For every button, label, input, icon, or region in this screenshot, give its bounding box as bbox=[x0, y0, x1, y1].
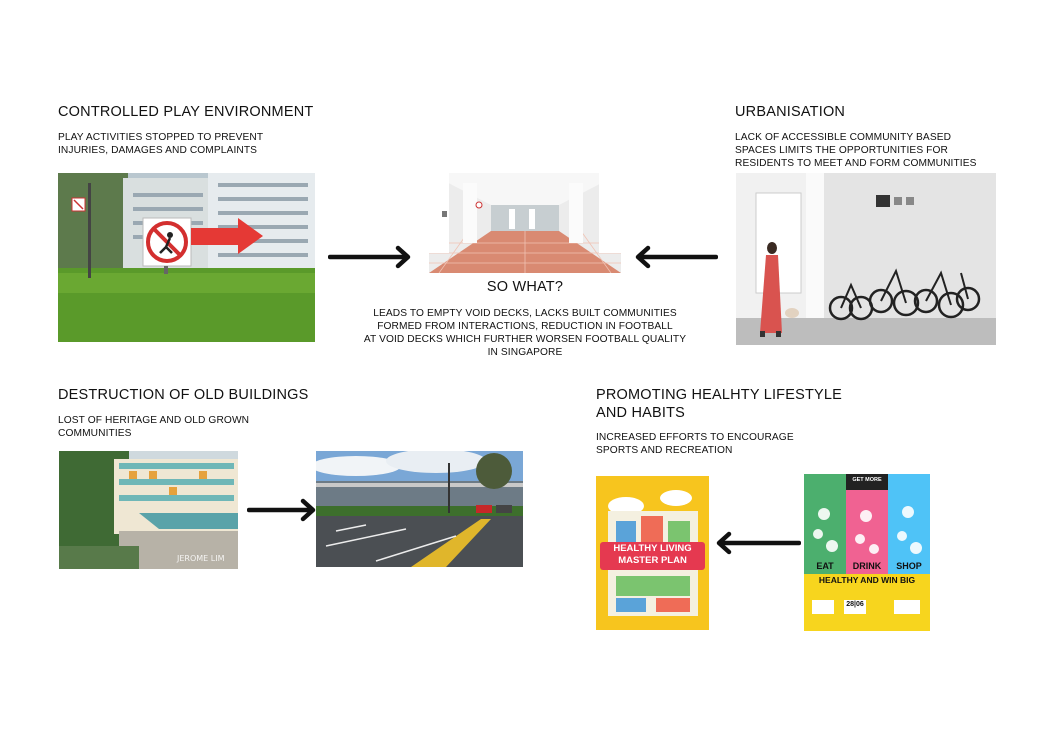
heading-urbanisation: URBANISATION bbox=[735, 104, 846, 120]
desc-controlled-play: PLAY ACTIVITIES STOPPED TO PREVENT INJURIES, DAMAGES AND COMPLAINTS bbox=[58, 132, 264, 156]
photo-old-building bbox=[59, 451, 238, 569]
poster-win: HEALTHY AND WIN BIG bbox=[818, 575, 916, 585]
heading-controlled-play: CONTROLLED PLAY ENVIRONMENT bbox=[58, 104, 314, 120]
heading-so-what: SO WHAT? bbox=[486, 279, 564, 295]
arrow-left-icon bbox=[713, 530, 801, 556]
poster-date-1: 28 bbox=[846, 601, 855, 608]
photo-no-football-sign bbox=[58, 173, 315, 342]
poster-healthy-living bbox=[596, 476, 709, 630]
arrow-left-icon bbox=[632, 244, 718, 270]
desc-destruction: LOST OF HERITAGE AND OLD GROWN COMMUNITIES bbox=[58, 415, 250, 439]
poster-healthy-title: HEALTHY LIVING MASTER PLAN bbox=[613, 543, 692, 566]
desc-urbanisation: LACK OF ACCESSIBLE COMMUNITY BASED SPACES LIMITS THE OPPORTUNITIES FOR RESIDENTS TO MEET AND FORM COMMUNITIES bbox=[735, 132, 977, 169]
photo-empty-void-deck bbox=[429, 173, 621, 273]
heading-promoting: PROMOTING HEALHTY LIFESTYLE AND HABITS bbox=[596, 387, 843, 421]
photo-void-deck-bicycles bbox=[736, 173, 996, 345]
arrow-right-icon bbox=[328, 244, 414, 270]
poster-eat-drink-shop bbox=[804, 474, 930, 631]
photo-demolished-site bbox=[316, 451, 523, 567]
watermark-text: JEROME LIM bbox=[177, 554, 225, 563]
poster-date-2: 06 bbox=[855, 601, 864, 608]
poster-date: 28|06 bbox=[846, 601, 864, 608]
desc-promoting: INCREASED EFFORTS TO ENCOURAGE SPORTS AND RECREATION bbox=[596, 432, 794, 456]
poster-eat: EAT bbox=[816, 561, 834, 571]
desc-so-what: LEADS TO EMPTY VOID DECKS, LACKS BUILT COMMUNITIES FORMED FROM INTERACTIONS, REDUCTION IN FOOTBALL AT VOID DECKS WHICH FURTHER WORSEN FOOTBALL QUALITY IN SINGAPORE bbox=[363, 308, 687, 358]
poster-shop: SHOP bbox=[896, 561, 922, 571]
poster-drink: DRINK bbox=[852, 561, 882, 571]
poster-banner-text: GET MORE bbox=[852, 477, 882, 483]
heading-destruction: DESTRUCTION OF OLD BUILDINGS bbox=[58, 387, 309, 403]
arrow-right-icon bbox=[247, 497, 319, 523]
